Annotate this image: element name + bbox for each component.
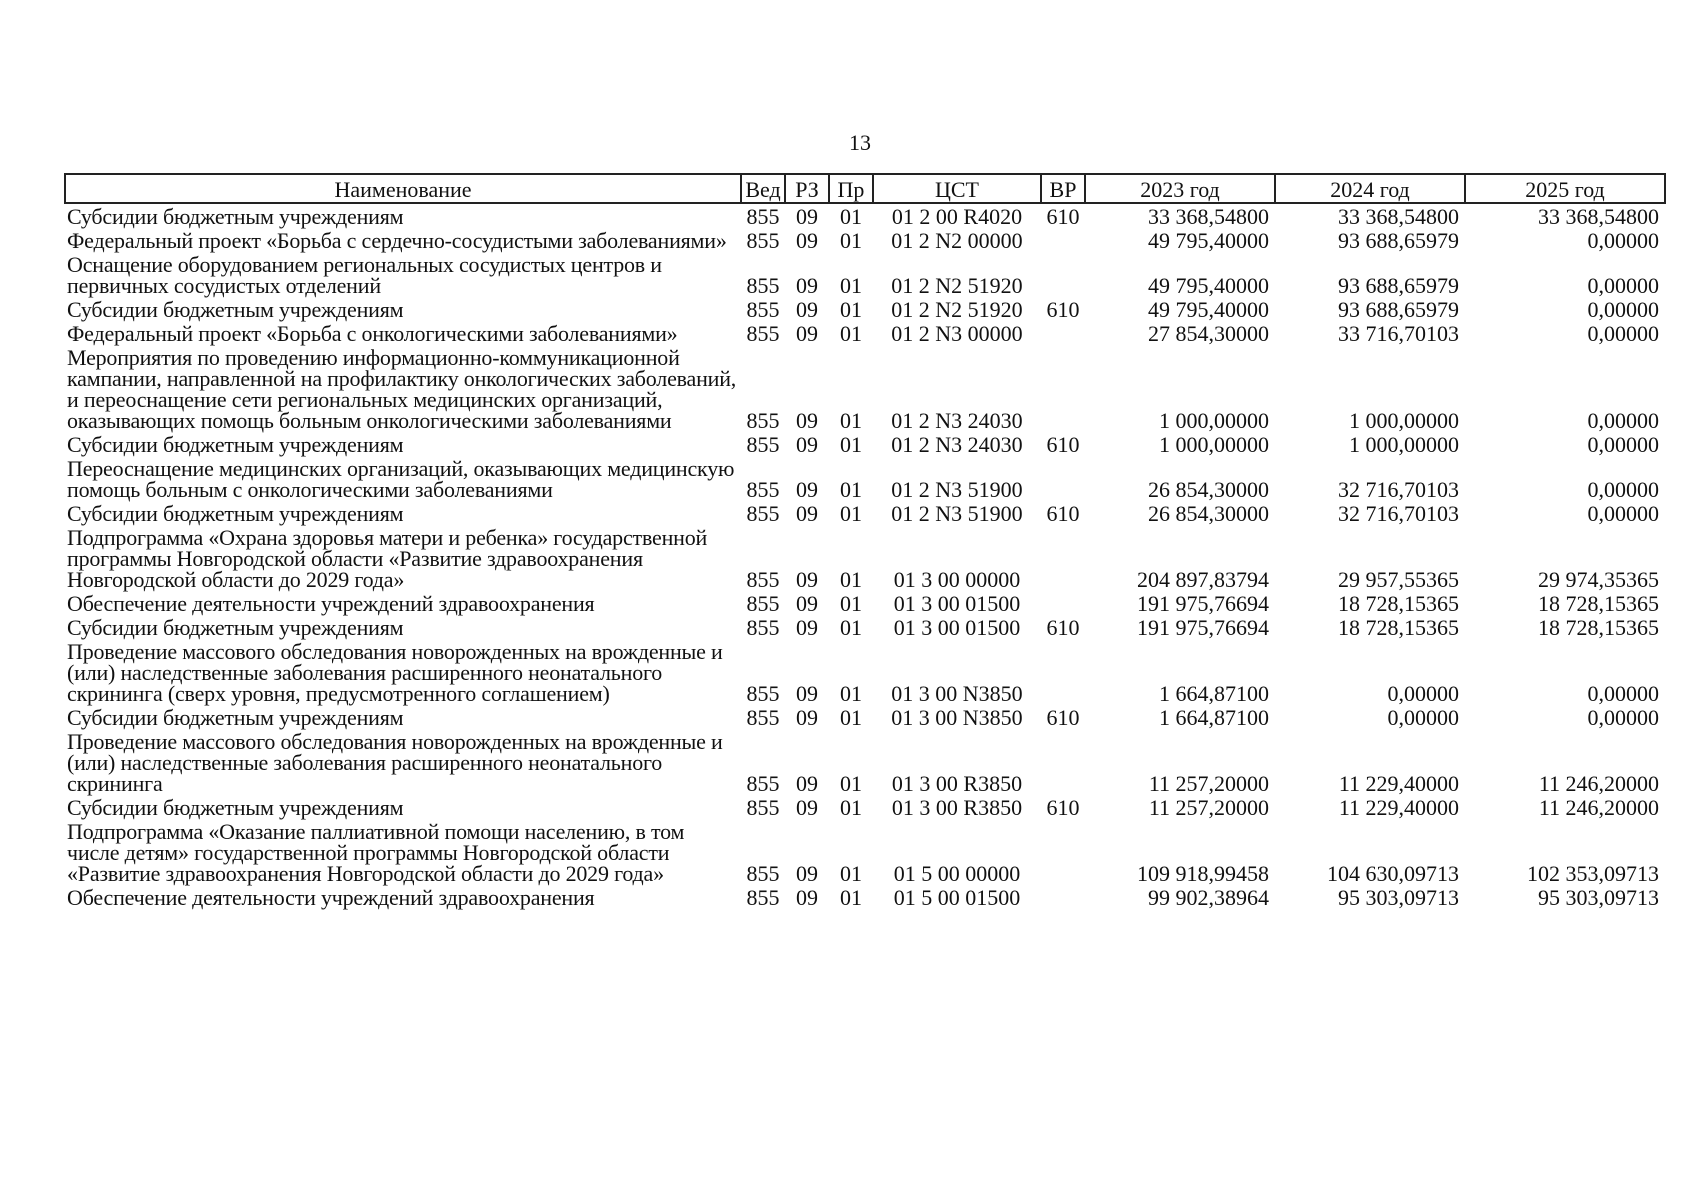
row-pr: 01 xyxy=(840,705,862,730)
row-vr: 610 xyxy=(1046,795,1080,820)
row-value-2024: 11 229,40000 xyxy=(1338,795,1459,820)
row-vr xyxy=(1041,228,1085,252)
row-pr: 01 xyxy=(840,615,862,640)
row-ved: 855 xyxy=(746,795,780,820)
row-value-2024: 0,00000 xyxy=(1387,705,1459,730)
row-value-2025: 0,00000 xyxy=(1587,297,1659,322)
row-cst: 01 3 00 R3850 xyxy=(891,795,1023,820)
row-cst: 01 2 N3 51900 xyxy=(891,477,1023,502)
row-ved: 855 xyxy=(746,432,780,457)
row-name: Федеральный проект «Борьба с онкологическими заболеваниями» xyxy=(67,321,678,346)
row-name: Субсидии бюджетным учреждениям xyxy=(67,501,404,526)
row-name: Оснащение оборудованием региональных сосудистых центров и первичных сосудистых отделений xyxy=(67,252,662,298)
table-row xyxy=(65,203,1665,228)
row-pr: 01 xyxy=(840,273,862,298)
row-cst: 01 3 00 R3850 xyxy=(891,771,1023,796)
row-pr: 01 xyxy=(840,204,862,229)
row-ved: 855 xyxy=(746,885,780,910)
row-value-2024: 18 728,15365 xyxy=(1338,591,1459,616)
row-ved: 855 xyxy=(746,204,780,229)
row-rz: 09 xyxy=(796,321,818,346)
table-row xyxy=(65,639,1665,705)
column-header-2023: 2023 год xyxy=(1085,174,1275,203)
row-rz: 09 xyxy=(796,228,818,253)
row-ved: 855 xyxy=(746,615,780,640)
row-value-2024: 93 688,65979 xyxy=(1338,297,1459,322)
row-cst: 01 2 N3 24030 xyxy=(891,432,1023,457)
row-vr xyxy=(1041,345,1085,432)
row-name: Субсидии бюджетным учреждениям xyxy=(67,432,404,457)
row-ved: 855 xyxy=(746,477,780,502)
row-name: Подпрограмма «Охрана здоровья матери и ребенка» государственной программы Новгородской области «Развитие здравоохранения Новгородской области до 2029 года» xyxy=(67,525,708,592)
row-vr xyxy=(1041,525,1085,591)
row-cst: 01 3 00 N3850 xyxy=(891,681,1023,706)
table-body xyxy=(65,203,1665,909)
column-header-2025: 2025 год xyxy=(1465,174,1665,203)
row-cst: 01 5 00 00000 xyxy=(893,861,1021,886)
row-value-2025: 0,00000 xyxy=(1587,408,1659,433)
row-vr xyxy=(1041,819,1085,885)
row-value-2025: 0,00000 xyxy=(1587,228,1659,253)
table-row xyxy=(65,432,1665,456)
column-header-cst: ЦСТ xyxy=(873,174,1041,203)
table-row xyxy=(65,297,1665,321)
table-row xyxy=(65,252,1665,297)
row-ved: 855 xyxy=(746,228,780,253)
table-row xyxy=(65,228,1665,252)
row-cst: 01 3 00 01500 xyxy=(893,591,1021,616)
row-ved: 855 xyxy=(746,591,780,616)
row-name: Подпрограмма «Оказание паллиативной помощи населению, в том числе детям» государственной программы Новгородской области «Развитие здравоохранения Новгородской области до 2029 года» xyxy=(67,819,685,886)
table-header-row xyxy=(65,174,1665,203)
page-number: 13 xyxy=(849,130,871,155)
row-vr xyxy=(1041,639,1085,705)
row-name: Субсидии бюджетным учреждениям xyxy=(67,705,404,730)
row-value-2023: 11 257,20000 xyxy=(1148,795,1269,820)
row-ved: 855 xyxy=(746,297,780,322)
column-header-pr: Пр xyxy=(829,174,873,203)
row-vr: 610 xyxy=(1046,204,1080,229)
row-value-2025: 0,00000 xyxy=(1587,705,1659,730)
row-value-2023: 109 918,99458 xyxy=(1137,861,1269,886)
row-value-2023: 99 902,38964 xyxy=(1148,885,1269,910)
row-value-2023: 204 897,83794 xyxy=(1137,567,1269,592)
row-value-2023: 1 000,00000 xyxy=(1159,408,1269,433)
row-name: Субсидии бюджетным учреждениям xyxy=(67,795,404,820)
row-rz: 09 xyxy=(796,795,818,820)
table-row xyxy=(65,885,1665,909)
budget-table xyxy=(64,173,1666,909)
row-value-2025: 0,00000 xyxy=(1587,321,1659,346)
row-ved: 855 xyxy=(746,567,780,592)
row-value-2025: 29 974,35365 xyxy=(1538,567,1659,592)
row-ved: 855 xyxy=(746,705,780,730)
row-pr: 01 xyxy=(840,771,862,796)
row-rz: 09 xyxy=(796,477,818,502)
row-ved: 855 xyxy=(746,408,780,433)
row-value-2024: 1 000,00000 xyxy=(1349,408,1459,433)
row-value-2024: 33 368,54800 xyxy=(1338,204,1459,229)
row-vr xyxy=(1041,456,1085,501)
row-cst: 01 2 N3 51900 xyxy=(891,501,1023,526)
row-value-2024: 18 728,15365 xyxy=(1338,615,1459,640)
row-value-2024: 93 688,65979 xyxy=(1338,228,1459,253)
row-vr xyxy=(1041,591,1085,615)
row-value-2024: 93 688,65979 xyxy=(1338,273,1459,298)
row-value-2025: 18 728,15365 xyxy=(1538,615,1659,640)
row-cst: 01 3 00 N3850 xyxy=(891,705,1023,730)
row-value-2024: 29 957,55365 xyxy=(1338,567,1459,592)
row-name: Обеспечение деятельности учреждений здравоохранения xyxy=(67,885,595,910)
row-cst: 01 2 N2 00000 xyxy=(891,228,1023,253)
row-value-2025: 0,00000 xyxy=(1587,477,1659,502)
row-vr xyxy=(1041,321,1085,345)
row-vr xyxy=(1041,729,1085,795)
row-rz: 09 xyxy=(796,681,818,706)
row-name: Федеральный проект «Борьба с сердечно-сосудистыми заболеваниями» xyxy=(67,228,727,253)
row-ved: 855 xyxy=(746,321,780,346)
row-value-2024: 32 716,70103 xyxy=(1338,477,1459,502)
row-rz: 09 xyxy=(796,591,818,616)
row-ved: 855 xyxy=(746,273,780,298)
row-value-2025: 33 368,54800 xyxy=(1538,204,1659,229)
row-value-2023: 49 795,40000 xyxy=(1148,297,1269,322)
row-name: Субсидии бюджетным учреждениям xyxy=(67,204,404,229)
row-value-2024: 95 303,09713 xyxy=(1338,885,1459,910)
column-header-ved: Вед xyxy=(741,174,785,203)
row-rz: 09 xyxy=(796,885,818,910)
row-pr: 01 xyxy=(840,321,862,346)
row-vr xyxy=(1041,885,1085,909)
row-vr: 610 xyxy=(1046,615,1080,640)
table-row xyxy=(65,615,1665,639)
row-value-2024: 0,00000 xyxy=(1387,681,1459,706)
row-pr: 01 xyxy=(840,477,862,502)
row-pr: 01 xyxy=(840,795,862,820)
table-row xyxy=(65,795,1665,819)
row-value-2024: 1 000,00000 xyxy=(1349,432,1459,457)
row-pr: 01 xyxy=(840,228,862,253)
row-value-2023: 191 975,76694 xyxy=(1137,615,1269,640)
row-name: Проведение массового обследования новорожденных на врожденные и (или) наследственные заболевания расширенного неонатального скрининга xyxy=(67,729,723,796)
row-name: Переоснащение медицинских организаций, оказывающих медицинскую помощь больным с онкологическими заболеваниями xyxy=(67,456,735,502)
row-value-2023: 49 795,40000 xyxy=(1148,228,1269,253)
row-value-2025: 11 246,20000 xyxy=(1538,795,1659,820)
row-value-2023: 26 854,30000 xyxy=(1148,477,1269,502)
table-row xyxy=(65,591,1665,615)
row-value-2023: 191 975,76694 xyxy=(1137,591,1269,616)
column-header-2024: 2024 год xyxy=(1275,174,1465,203)
row-cst: 01 3 00 01500 xyxy=(893,615,1021,640)
table-row xyxy=(65,345,1665,432)
row-value-2023: 26 854,30000 xyxy=(1148,501,1269,526)
row-cst: 01 2 N3 00000 xyxy=(891,321,1023,346)
row-ved: 855 xyxy=(746,861,780,886)
row-rz: 09 xyxy=(796,408,818,433)
row-value-2023: 11 257,20000 xyxy=(1148,771,1269,796)
row-rz: 09 xyxy=(796,273,818,298)
row-value-2023: 1 664,87100 xyxy=(1159,681,1269,706)
row-vr: 610 xyxy=(1046,432,1080,457)
row-rz: 09 xyxy=(796,501,818,526)
row-value-2025: 0,00000 xyxy=(1587,273,1659,298)
row-rz: 09 xyxy=(796,705,818,730)
row-ved: 855 xyxy=(746,681,780,706)
row-rz: 09 xyxy=(796,297,818,322)
row-cst: 01 3 00 00000 xyxy=(893,567,1021,592)
row-pr: 01 xyxy=(840,432,862,457)
table-row xyxy=(65,501,1665,525)
row-cst: 01 5 00 01500 xyxy=(893,885,1021,910)
row-name: Проведение массового обследования новорожденных на врожденные и (или) наследственные заболевания расширенного неонатального скрининга (сверх уровня, предусмотренного соглашением) xyxy=(67,639,723,706)
row-cst: 01 2 00 R4020 xyxy=(891,204,1023,229)
column-header-rz: РЗ xyxy=(785,174,829,203)
row-value-2023: 1 664,87100 xyxy=(1159,705,1269,730)
column-header-name: Наименование xyxy=(65,174,741,203)
row-value-2023: 33 368,54800 xyxy=(1148,204,1269,229)
row-value-2023: 1 000,00000 xyxy=(1159,432,1269,457)
row-name: Мероприятия по проведению информационно-коммуникационной кампании, направленной на профилактику онкологических заболеваний, и переоснащение сети региональных медицинских организаций, оказывающих помощь больным онкологическими заболеваниями xyxy=(67,345,737,433)
row-pr: 01 xyxy=(840,297,862,322)
row-pr: 01 xyxy=(840,591,862,616)
row-rz: 09 xyxy=(796,615,818,640)
row-rz: 09 xyxy=(796,567,818,592)
row-pr: 01 xyxy=(840,501,862,526)
table-row xyxy=(65,525,1665,591)
row-rz: 09 xyxy=(796,432,818,457)
row-value-2023: 27 854,30000 xyxy=(1148,321,1269,346)
row-value-2025: 11 246,20000 xyxy=(1538,771,1659,796)
row-cst: 01 2 N2 51920 xyxy=(891,273,1023,298)
row-value-2025: 95 303,09713 xyxy=(1538,885,1659,910)
row-vr: 610 xyxy=(1046,705,1080,730)
row-value-2024: 104 630,09713 xyxy=(1327,861,1459,886)
row-ved: 855 xyxy=(746,771,780,796)
row-pr: 01 xyxy=(840,681,862,706)
table-row xyxy=(65,456,1665,501)
row-value-2025: 102 353,09713 xyxy=(1527,861,1659,886)
row-cst: 01 2 N2 51920 xyxy=(891,297,1023,322)
table-row xyxy=(65,819,1665,885)
row-pr: 01 xyxy=(840,408,862,433)
row-value-2024: 32 716,70103 xyxy=(1338,501,1459,526)
row-value-2025: 18 728,15365 xyxy=(1538,591,1659,616)
row-ved: 855 xyxy=(746,501,780,526)
table-row xyxy=(65,321,1665,345)
row-value-2023: 49 795,40000 xyxy=(1148,273,1269,298)
row-value-2024: 33 716,70103 xyxy=(1338,321,1459,346)
row-value-2024: 11 229,40000 xyxy=(1338,771,1459,796)
row-cst: 01 2 N3 24030 xyxy=(891,408,1023,433)
row-vr: 610 xyxy=(1046,297,1080,322)
row-name: Обеспечение деятельности учреждений здравоохранения xyxy=(67,591,595,616)
table-row xyxy=(65,705,1665,729)
row-value-2025: 0,00000 xyxy=(1587,501,1659,526)
row-rz: 09 xyxy=(796,861,818,886)
table-row xyxy=(65,729,1665,795)
row-name: Субсидии бюджетным учреждениям xyxy=(67,615,404,640)
row-value-2025: 0,00000 xyxy=(1587,432,1659,457)
row-vr xyxy=(1041,252,1085,297)
row-pr: 01 xyxy=(840,861,862,886)
column-header-vr: ВР xyxy=(1041,174,1085,203)
row-value-2025: 0,00000 xyxy=(1587,681,1659,706)
row-name: Субсидии бюджетным учреждениям xyxy=(67,297,404,322)
row-rz: 09 xyxy=(796,771,818,796)
row-vr: 610 xyxy=(1046,501,1080,526)
row-rz: 09 xyxy=(796,204,818,229)
row-pr: 01 xyxy=(840,885,862,910)
row-pr: 01 xyxy=(840,567,862,592)
